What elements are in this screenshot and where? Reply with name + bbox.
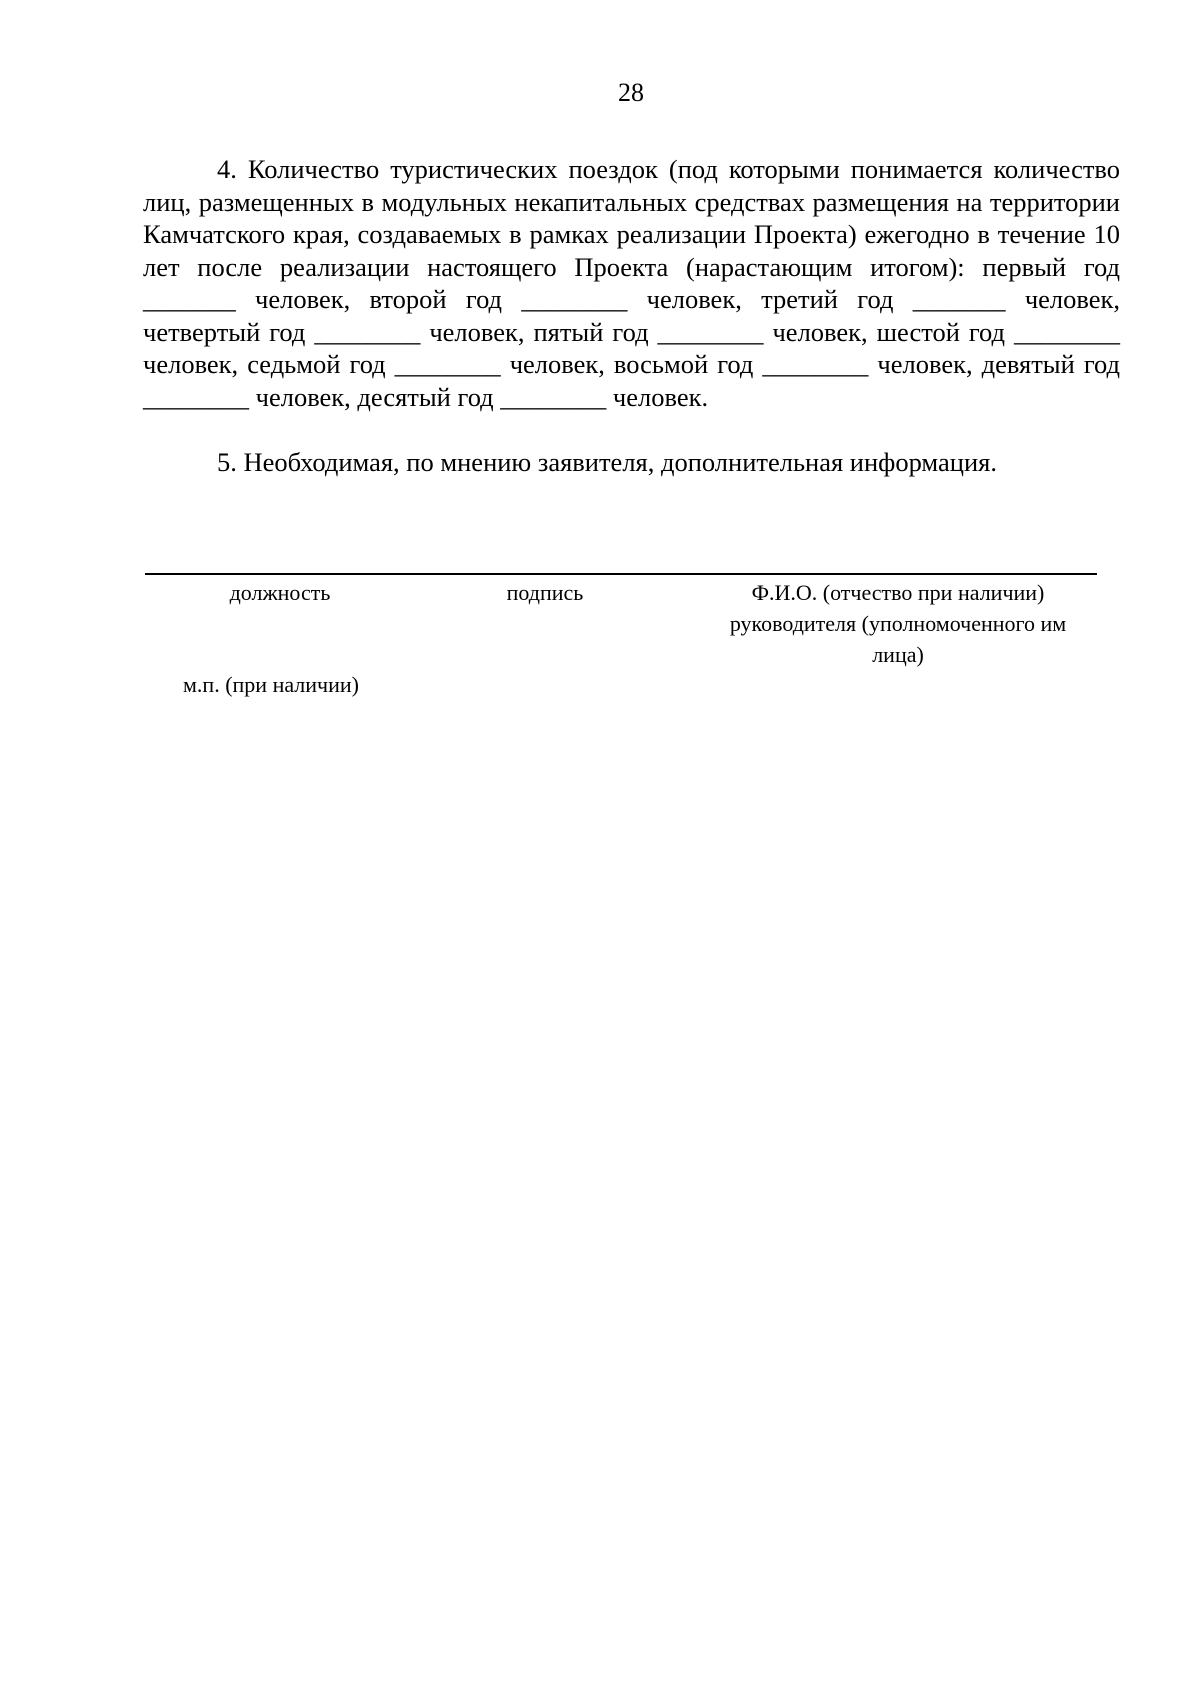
signature-label: подпись xyxy=(506,580,584,605)
item-5-text: 5. Необходимая, по мнению заявителя, дополнительная информация. xyxy=(217,447,997,477)
paragraph-item-5 xyxy=(143,446,1120,479)
item-4-text: Количество туристических поездок (под которыми понимается количество лиц, размещенных в модульных некапитальных средствах размещения на территории Камчатского края, создаваемых в рамках реализации Проекта) ежегодно в течение 10 лет после реализации настоящего Проекта (нарастающим итогом): первый год _______ человек, второй год ________ человек, третий год _______ человек, четвертый год ________ человек, пятый год ________ человек, шестой год ________ человек, седьмой год ________ человек, восьмой год ________ человек, девятый год ________ человек, десятый год ________ человек. xyxy=(143,154,1121,412)
fio-label: Ф.И.О. (отчество при наличии) руководителя (уполномоченного им лица) xyxy=(729,580,1067,667)
paragraph-item-4 xyxy=(143,153,1120,413)
stamp-label: м.п. (при наличии) xyxy=(183,672,359,697)
page-number: 28 xyxy=(618,78,644,107)
position-label: должность xyxy=(229,580,331,605)
signature-line xyxy=(145,573,1097,575)
item-4-number: 4. xyxy=(217,154,237,184)
